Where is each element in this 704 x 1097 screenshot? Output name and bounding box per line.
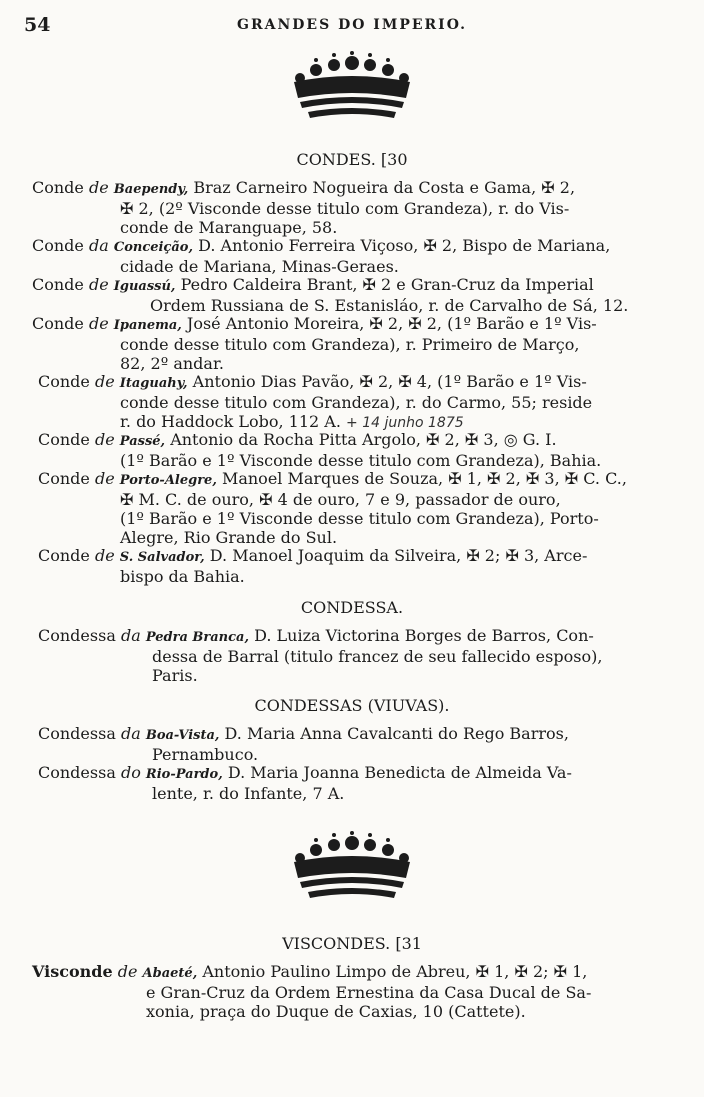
- entry-rio-pardo: [32, 763, 672, 803]
- entry-title: Passé,: [119, 434, 166, 449]
- entry-title: Itaguahy,: [119, 376, 188, 391]
- entry-line: xonia, praça do Duque de Caxias, 10 (Cattete).: [146, 1002, 526, 1021]
- entry-preposition: de: [88, 275, 109, 294]
- entry-line: Pernambuco.: [152, 745, 259, 764]
- entry-baependy: [32, 178, 672, 237]
- entry-line: lente, r. do Infante, 7 A.: [152, 784, 345, 803]
- entry-preposition: de: [94, 430, 115, 449]
- entry-line: D. Antonio Ferreira Viçoso, ✠ 2, Bispo de Mariana,: [198, 236, 611, 255]
- entry-porto-alegre: [32, 469, 672, 547]
- entry-line: Manoel Marques de Souza, ✠ 1, ✠ 2, ✠ 3, ✠ C. C.,: [221, 469, 627, 488]
- entry-rank: Conde: [38, 430, 90, 449]
- entry-line: Pedro Caldeira Brant, ✠ 2 e Gran-Cruz da Imperial: [180, 275, 594, 294]
- entry-line: Paris.: [152, 666, 198, 685]
- entry-line: D. Maria Anna Cavalcanti do Rego Barros,: [224, 724, 569, 743]
- entry-title: Pedra Branca,: [145, 630, 249, 645]
- entry-title: Iguassú,: [113, 279, 176, 294]
- page-number: 54: [24, 14, 51, 36]
- entry-title: Porto-Alegre,: [119, 473, 217, 488]
- entry-iguassu: [32, 275, 672, 315]
- entry-preposition: da: [120, 724, 141, 743]
- entry-rank: Conde: [32, 236, 84, 255]
- entry-line: D. Manoel Joaquim da Silveira, ✠ 2; ✠ 3, Arce-: [209, 546, 588, 565]
- section-heading-condessas-viuvas: CONDESSAS (VIUVAS).: [254, 696, 450, 715]
- entry-rank: Conde: [32, 178, 84, 197]
- entry-line: e Gran-Cruz da Ordem Ernestina da Casa Ducal de Sa-: [146, 983, 592, 1002]
- entry-line: r. do Haddock Lobo, 112 A.: [120, 412, 341, 431]
- entry-title: Abaeté,: [142, 966, 198, 981]
- entry-s-salvador: [32, 546, 672, 586]
- entry-preposition: de: [94, 546, 115, 565]
- entry-rank: Condessa: [38, 763, 116, 782]
- entry-passe: [32, 430, 672, 470]
- crown-ornament-icon: [286, 48, 418, 122]
- entry-abaete: [32, 962, 672, 1021]
- entry-rank: Conde: [38, 546, 90, 565]
- entry-preposition: de: [94, 469, 115, 488]
- entry-preposition: da: [120, 626, 141, 645]
- entry-line: bispo da Bahia.: [120, 567, 245, 586]
- entry-line: D. Luiza Victorina Borges de Barros, Con-: [254, 626, 594, 645]
- entry-line: 82, 2º andar.: [120, 354, 224, 373]
- entry-title: Boa-Vista,: [145, 728, 220, 743]
- crown-ornament-icon: [286, 828, 418, 902]
- running-title: GRANDES DO IMPERIO.: [237, 17, 467, 33]
- entry-title: Ipanema,: [113, 318, 182, 333]
- entry-line: Braz Carneiro Nogueira da Costa e Gama, ✠ 2,: [193, 178, 576, 197]
- entry-conceicao: [32, 236, 672, 276]
- entry-rank: Condessa: [38, 724, 116, 743]
- section-heading-viscondes: VISCONDES. [31: [282, 934, 422, 953]
- entry-line: conde de Maranguape, 58.: [120, 218, 338, 237]
- entry-title: Rio-Pardo,: [145, 767, 223, 782]
- entry-preposition: do: [120, 763, 141, 782]
- entry-preposition: de: [88, 178, 109, 197]
- entry-rank: Conde: [32, 314, 84, 333]
- entry-line: ✠ M. C. de ouro, ✠ 4 de ouro, 7 e 9, passador de ouro,: [120, 490, 561, 509]
- entry-rank: Visconde: [32, 962, 113, 981]
- entry-ipanema: [32, 314, 672, 373]
- entry-title: Baependy,: [113, 182, 189, 197]
- entry-preposition: de: [117, 962, 138, 981]
- entry-preposition: da: [88, 236, 109, 255]
- entry-line: Alegre, Rio Grande do Sul.: [120, 528, 338, 547]
- entry-line: Antonio Paulino Limpo de Abreu, ✠ 1, ✠ 2; ✠ 1,: [202, 962, 588, 981]
- entry-line: Antonio Dias Pavão, ✠ 2, ✠ 4, (1º Barão e 1º Vis-: [192, 372, 587, 391]
- entry-rank: Conde: [32, 275, 84, 294]
- entry-line: (1º Barão e 1º Visconde desse titulo com Grandeza), Porto-: [120, 509, 599, 528]
- entry-line: Antonio da Rocha Pitta Argolo, ✠ 2, ✠ 3, ◎ G. I.: [170, 430, 557, 449]
- entry-line: Ordem Russiana de S. Estanisláo, r. de Carvalho de Sá, 12.: [150, 296, 629, 315]
- entry-boa-vista: [32, 724, 672, 764]
- entry-preposition: de: [88, 314, 109, 333]
- entry-line: D. Maria Joanna Benedicta de Almeida Va-: [227, 763, 572, 782]
- entry-itaguahy: [32, 372, 672, 433]
- entry-title: S. Salvador,: [119, 550, 205, 565]
- page-header: [0, 14, 704, 38]
- entry-title: Conceição,: [113, 240, 193, 255]
- entry-rank: Condessa: [38, 626, 116, 645]
- entry-line: cidade de Mariana, Minas-Geraes.: [120, 257, 399, 276]
- entry-rank: Conde: [38, 372, 90, 391]
- entry-preposition: de: [94, 372, 115, 391]
- entry-line: José Antonio Moreira, ✠ 2, ✠ 2, (1º Barão e 1º Vis-: [186, 314, 597, 333]
- entry-line: dessa de Barral (titulo francez de seu fallecido esposo),: [152, 647, 603, 666]
- entry-line: conde desse titulo com Grandeza), r. do Carmo, 55; reside: [120, 393, 593, 412]
- entry-rank: Conde: [38, 469, 90, 488]
- entry-pedra-branca: [32, 626, 672, 685]
- entry-line: conde desse titulo com Grandeza), r. Primeiro de Março,: [120, 335, 580, 354]
- section-heading-condessa: CONDESSA.: [300, 598, 404, 617]
- entry-line: (1º Barão e 1º Visconde desse titulo com Grandeza), Bahia.: [120, 451, 602, 470]
- handwritten-note: + 14 junho 1875: [346, 415, 464, 431]
- section-heading-condes: CONDES. [30: [296, 150, 408, 169]
- entry-line: ✠ 2, (2º Visconde desse titulo com Grandeza), r. do Vis-: [120, 199, 570, 218]
